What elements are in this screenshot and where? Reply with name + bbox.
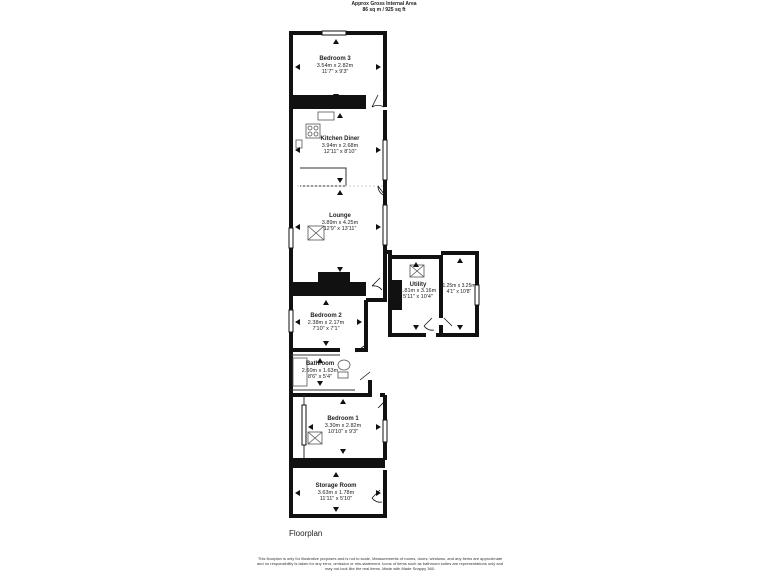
gross-area-heading: Approx Gross Internal Area — [351, 1, 417, 7]
side-room-imperial: 4'1" x 10'8" — [446, 289, 472, 295]
bedroom2-metric: 2.38m x 2.17m — [307, 320, 345, 326]
bedroom3-metric: 3.54m x 2.82m — [316, 63, 354, 69]
lounge-imperial: 12'9" x 13'11" — [323, 226, 357, 232]
kitchen-imperial: 12'11" x 8'10" — [323, 149, 357, 155]
lounge-name: Lounge — [329, 213, 351, 219]
disclaimer-line-1: This floorplan is only for illustrative purposes and is not to scale. Measurements of rooms, doors, windows, and any items are approximate — [257, 556, 503, 561]
bedroom1-metric: 3.30m x 2.82m — [324, 423, 362, 429]
kitchen-name: Kitchen Diner — [320, 136, 360, 142]
bathroom-imperial: 8'6" x 5'4" — [307, 374, 333, 380]
bedroom1-imperial: 10'10" x 9'3" — [327, 429, 359, 435]
side-room-metric: 1.25m x 3.25m — [442, 283, 476, 289]
disclaimer-line-2: and no responsibility is taken for any error, omission or mis-statement. Icons of items such as bathroom suites are representations only and — [256, 561, 504, 566]
utility-imperial: 5'11" x 10'4" — [403, 294, 433, 300]
bedroom2-imperial: 7'10" x 7'1" — [312, 326, 340, 332]
utility-metric: 1.81m x 3.16m — [399, 288, 437, 294]
utility-name: Utility — [409, 282, 427, 288]
kitchen-metric: 3.94m x 2.68m — [321, 143, 359, 149]
storage-imperial: 11'11" x 5'10" — [319, 496, 353, 502]
bathroom-metric: 2.60m x 1.63m — [301, 368, 339, 374]
floorplan-caption: Floorplan — [289, 529, 323, 538]
lounge-metric: 3.89m x 4.25m — [321, 220, 359, 226]
bedroom3-name: Bedroom 3 — [319, 56, 351, 62]
disclaimer — [230, 556, 530, 571]
bathroom-name: Bathroom — [305, 361, 335, 367]
bedroom2-name: Bedroom 2 — [310, 313, 342, 319]
storage-name: Storage Room — [315, 483, 357, 489]
gross-area-value: 86 sq m / 925 sq ft — [362, 7, 406, 13]
bedroom1-name: Bedroom 1 — [327, 416, 359, 422]
storage-metric: 3.63m x 1.78m — [317, 490, 355, 496]
bedroom3-imperial: 11'7" x 9'3" — [321, 69, 349, 75]
disclaimer-line-3: may not look like the real items. Made with Made Snappy 360. — [324, 566, 436, 571]
